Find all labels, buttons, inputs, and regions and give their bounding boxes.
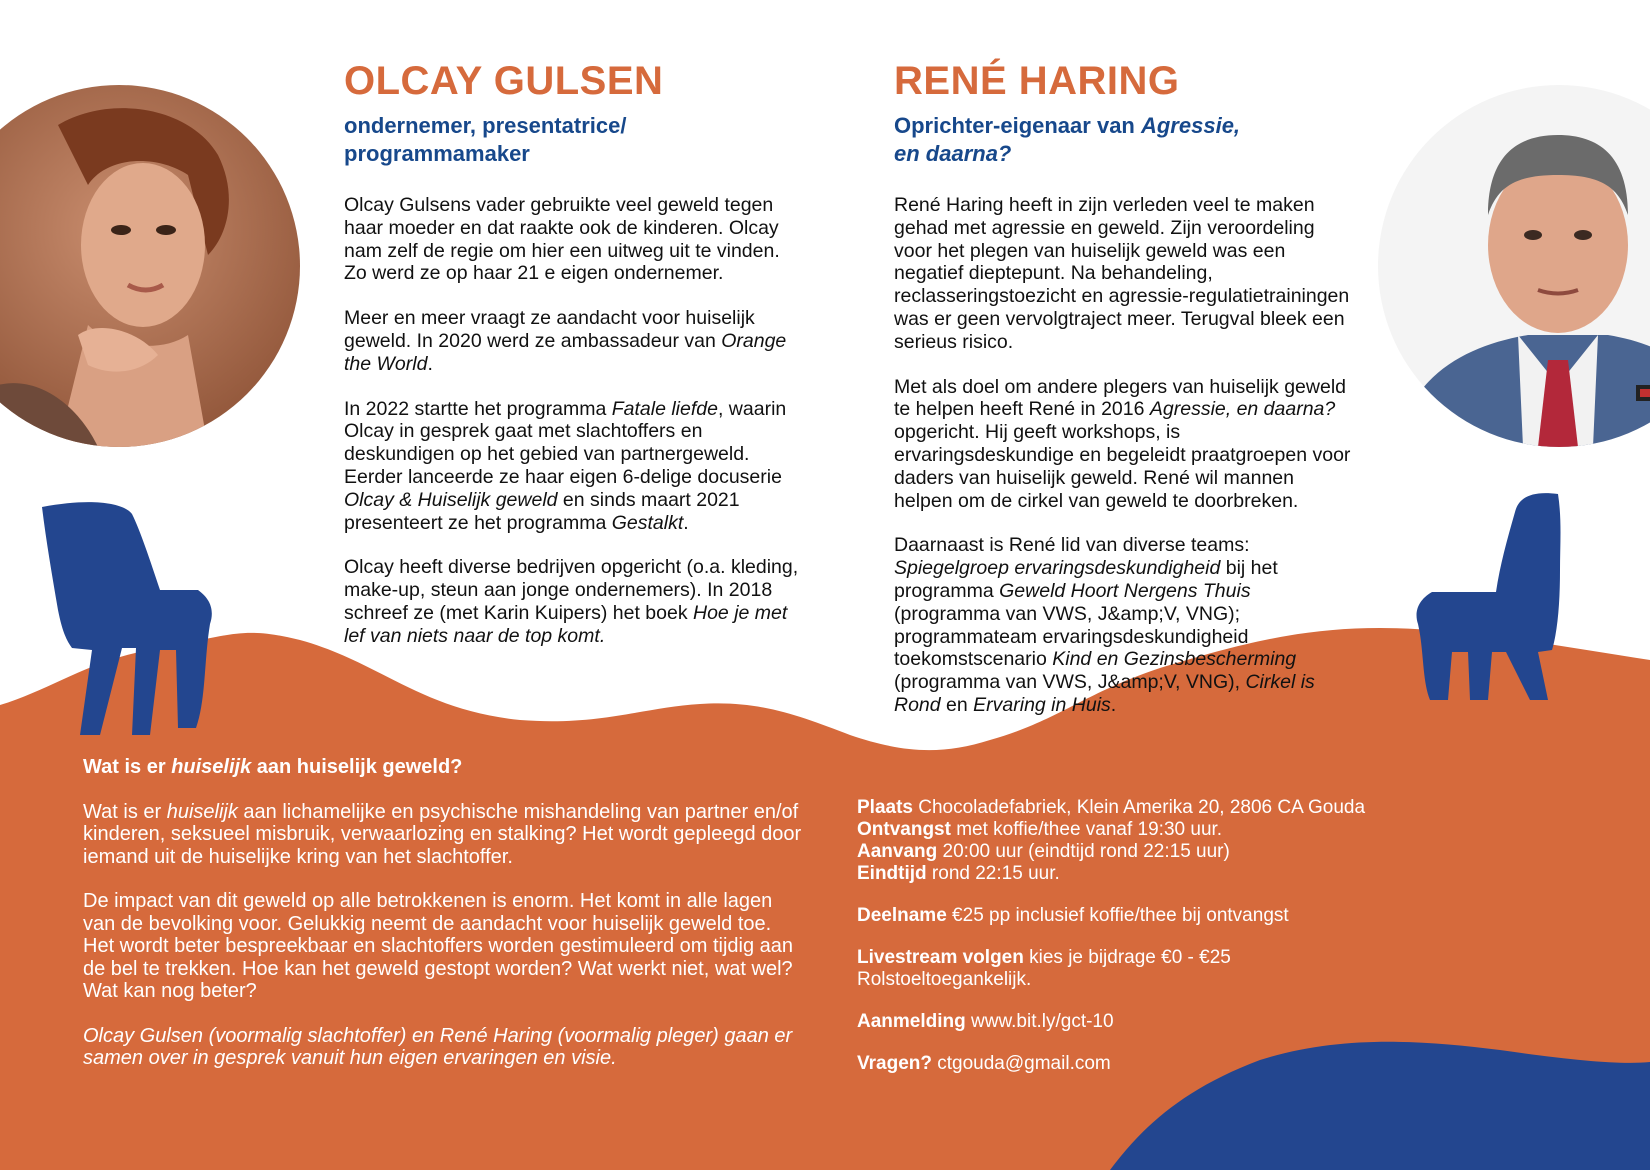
intro-question: Wat is er huiselijk aan huiselijk geweld? <box>83 756 463 778</box>
info-plaats: Plaats Chocoladefabriek, Klein Amerika 20, 2806 CA Gouda <box>857 797 1366 818</box>
rene-role: Oprichter-eigenaar van Agressie, en daarna? <box>894 113 1241 166</box>
rene-name: RENÉ HARING <box>894 59 1180 103</box>
intro-paragraph-3: Olcay Gulsen (voormalig slachtoffer) en René Haring (voormalig pleger) gaan er samen over in gesprek vanuit hun eigen ervaringen en visie. <box>83 1024 793 1069</box>
olcay-paragraph-2: Meer en meer vraagt ze aandacht voor huiselijk geweld. In 2020 werd ze ambassadeur van Orange the World. <box>344 307 787 375</box>
olcay-paragraph-4: Olcay heeft diverse bedrijven opgericht (o.a. kleding, make-up, steun aan jonge ondernemers). In 2018 schreef ze (met Karin Kuipers) het boek Hoe je met lef van niets naar de top komt. <box>344 556 799 647</box>
olcay-role: ondernemer, presentatrice/ programmamaker <box>344 113 627 166</box>
intro-paragraph-1: Wat is er huiselijk aan lichamelijke en psychische mishandeling van partner en/of kinderen, seksueel misbruik, verwaarlozing en stalking? Het wordt gepleegd door iemand uit de huiselijke kring van het slachtoffer. <box>83 800 802 868</box>
olcay-paragraph-1: Olcay Gulsens vader gebruikte veel geweld tegen haar moeder en dat raakte ook de kinderen. Olcay nam zelf de regie om hier een uitweg uit te vinden. Zo werd ze op haar 21 e eigen ondernemer. <box>344 194 780 285</box>
olcay-name: OLCAY GULSEN <box>344 59 664 103</box>
info-eindtijd: Eindtijd rond 22:15 uur. <box>857 863 1060 884</box>
rene-paragraph-2: Met als doel om andere plegers van huiselijk geweld te helpen heeft René in 2016 Agressie, en daarna? opgericht. Hij geeft workshops, is ervaringsdeskundige en begeleidt praatgroepen voor daders van huiselijk geweld. René wil mannen helpen om de cirkel van geweld te doorbreken. <box>894 375 1351 512</box>
olcay-column <box>344 58 799 670</box>
info-vragen[interactable]: Vragen? ctgouda@gmail.com <box>857 1053 1111 1074</box>
event-info <box>857 797 1365 1095</box>
rene-column <box>894 58 1354 739</box>
rene-paragraph-1: René Haring heeft in zijn verleden veel te maken gehad met agressie en geweld. Zijn veroordeling voor het plegen van huiselijk geweld was een negatief dieptepunt. Na behandeling, reclasseringstoezicht en agressie-regulatietrainingen was er geen vervolgtraject meer. Terugval bleek een serieus risico. <box>894 194 1350 353</box>
intro-section <box>83 756 803 1092</box>
event-details <box>857 797 1365 885</box>
olcay-paragraph-3: In 2022 startte het programma Fatale liefde, waarin Olcay in gesprek gaat met slachtoffers en deskundigen op het gebied van partnergeweld. Eerder lanceerde ze haar eigen 6-delige docuserie Olcay & Huiselijk geweld en sinds maart 2021 presenteert ze het programma Gestalkt. <box>344 397 787 534</box>
right-chair-icon <box>1417 493 1561 700</box>
info-aanvang: Aanvang 20:00 uur (eindtijd rond 22:15 uur) <box>857 841 1230 862</box>
info-deelname: Deelname €25 pp inclusief koffie/thee bij ontvangst <box>857 905 1289 926</box>
info-ontvangst: Ontvangst met koffie/thee vanaf 19:30 uur. <box>857 819 1223 840</box>
info-rolstoel: Rolstoeltoegankelijk. <box>857 969 1032 990</box>
rene-paragraph-3: Daarnaast is René lid van diverse teams: Spiegelgroep ervaringsdeskundigheid bij het programma Geweld Hoort Nergens Thuis (programma van VWS, J&amp;V, VNG); programmateam ervaringsdeskundigheid toekomstscenario Kind en Gezinsbescherming (programma van VWS, J&amp;V, VNG), Cirkel is Rond en Ervaring in Huis. <box>894 534 1315 716</box>
info-livestream: Livestream volgen kies je bijdrage €0 - €25 Rolstoeltoegankelijk. <box>857 947 1365 991</box>
info-aanmelding[interactable]: Aanmelding www.bit.ly/gct-10 <box>857 1011 1114 1032</box>
intro-paragraph-2: De impact van dit geweld op alle betrokkenen is enorm. Het komt in alle lagen van de bevolking voor. Gelukkig neemt de aandacht voor huiselijk geweld toe. Het wordt beter bespreekbaar en slachtoffers worden gestimuleerd om tijdig aan de bel te trekken. Hoe kan het geweld gestopt worden? Wat werkt niet, wat wel? Wat kan nog beter? <box>83 890 794 1002</box>
